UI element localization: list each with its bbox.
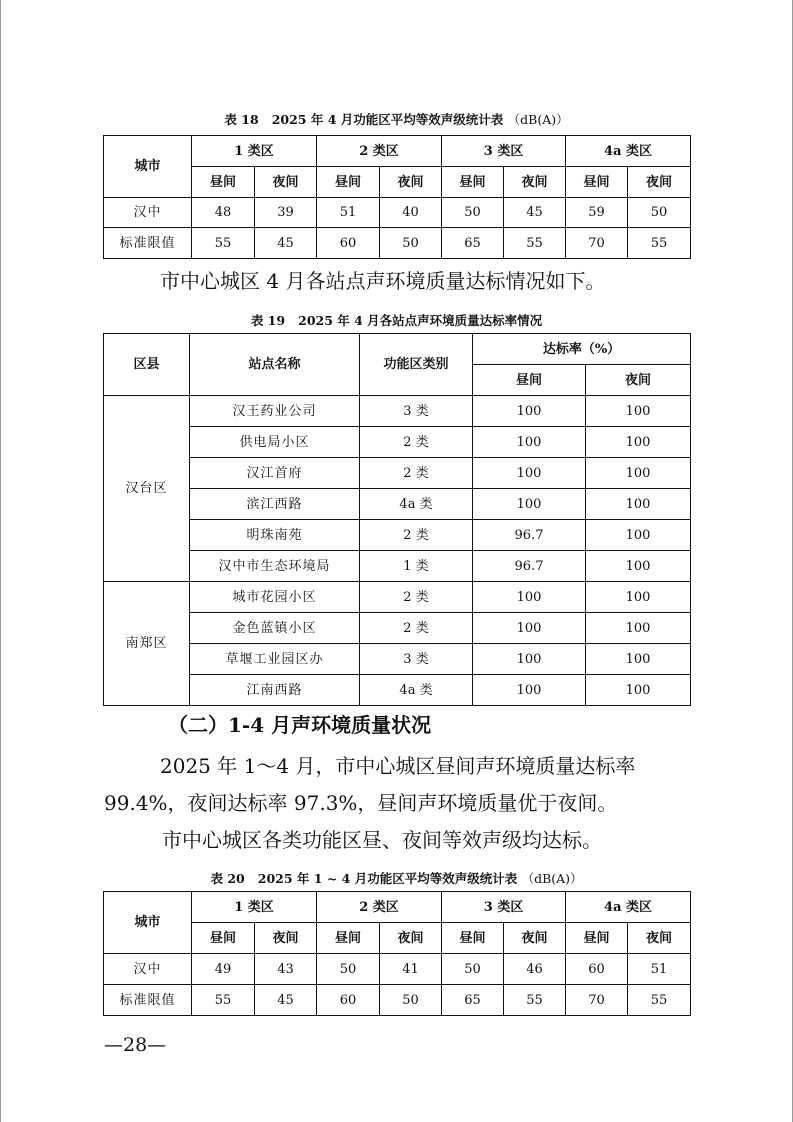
page-left-edge <box>0 0 1 1122</box>
table19-night-rate: 100 <box>586 489 691 520</box>
table18-caption-label: 表 18 <box>224 112 259 127</box>
table20-row-label: 汉中 <box>104 954 192 985</box>
table19-night-rate: 100 <box>586 613 691 644</box>
table-row <box>104 489 691 520</box>
table20-sub-night: 夜间 <box>628 923 691 954</box>
table-row <box>104 675 691 706</box>
table-cell: 49 <box>192 954 255 985</box>
table19-station: 明珠南苑 <box>190 520 360 551</box>
table19-header-station: 站点名称 <box>190 334 360 396</box>
table19-night-rate: 100 <box>586 396 691 427</box>
table19-category: 4a 类 <box>360 675 473 706</box>
table-cell: 60 <box>566 954 628 985</box>
table-cell: 60 <box>317 985 380 1016</box>
table-cell: 65 <box>442 985 504 1016</box>
table-cell: 70 <box>566 985 628 1016</box>
table19-district-hantai: 汉台区 <box>104 396 190 582</box>
table-cell: 41 <box>380 954 442 985</box>
table20-header-city: 城市 <box>104 892 192 954</box>
table19-caption-text: 2025 年 4 月各站点声环境质量达标率情况 <box>298 313 543 328</box>
table-cell: 55 <box>628 985 691 1016</box>
section-heading: （二）1-4 月声环境质量状况 <box>168 713 432 737</box>
table-cell: 65 <box>442 228 504 259</box>
table19-day-rate: 100 <box>473 613 586 644</box>
table18-sub-day: 昼间 <box>317 167 380 198</box>
table19-station: 汉江首府 <box>190 458 360 489</box>
table20-sub-night: 夜间 <box>504 923 566 954</box>
table19-station: 汉中市生态环境局 <box>190 551 360 582</box>
table19-category: 2 类 <box>360 458 473 489</box>
table20-caption-text: 2025 年 1 ~ 4 月功能区平均等效声级统计表 <box>257 871 518 886</box>
table18-sub-day: 昼间 <box>192 167 255 198</box>
table19-station: 金色蓝镇小区 <box>190 613 360 644</box>
table-row <box>104 396 691 427</box>
table19-night-rate: 100 <box>586 520 691 551</box>
table18-header-zone2: 2 类区 <box>317 136 442 167</box>
table20-header-zone3: 3 类区 <box>442 892 566 923</box>
table-cell: 46 <box>504 954 566 985</box>
table-cell: 51 <box>628 954 691 985</box>
table-cell: 50 <box>380 985 442 1016</box>
table-cell: 40 <box>380 198 442 228</box>
table19-header-category: 功能区类别 <box>360 334 473 396</box>
table20-sub-day: 昼间 <box>566 923 628 954</box>
table19-category: 3 类 <box>360 644 473 675</box>
table19-category: 2 类 <box>360 582 473 613</box>
table-cell: 50 <box>317 954 380 985</box>
table19-day-rate: 100 <box>473 675 586 706</box>
table-cell: 60 <box>317 228 380 259</box>
table20-sub-day: 昼间 <box>317 923 380 954</box>
table-cell: 55 <box>192 228 255 259</box>
table19-station: 江南西路 <box>190 675 360 706</box>
table19-day-rate: 100 <box>473 458 586 489</box>
table18-header-city: 城市 <box>104 136 192 198</box>
table19-night-rate: 100 <box>586 551 691 582</box>
paragraph-summary-line2: 99.4%，夜间达标率 97.3%，昼间声环境质量优于夜间。 <box>104 791 618 815</box>
table19-station: 城市花园小区 <box>190 582 360 613</box>
table19-day-rate: 96.7 <box>473 520 586 551</box>
table19-header-district: 区县 <box>104 334 190 396</box>
table-cell: 51 <box>317 198 380 228</box>
table19-category: 4a 类 <box>360 489 473 520</box>
table19-night-rate: 100 <box>586 582 691 613</box>
table19-header-day: 昼间 <box>473 365 586 396</box>
table19-night-rate: 100 <box>586 675 691 706</box>
table20-header-zone1: 1 类区 <box>192 892 317 923</box>
table18-sub-day: 昼间 <box>566 167 628 198</box>
table19-station: 滨江西路 <box>190 489 360 520</box>
paragraph-summary-line1: 2025 年 1～4 月，市中心城区昼间声环境质量达标率 <box>160 754 636 778</box>
table18-header-zone4a: 4a 类区 <box>566 136 691 167</box>
table19-category: 1 类 <box>360 551 473 582</box>
table-cell: 50 <box>628 198 691 228</box>
table19-caption <box>0 312 793 330</box>
table-row <box>104 582 691 613</box>
table20-sub-day: 昼间 <box>442 923 504 954</box>
table20-header-zone2: 2 类区 <box>317 892 442 923</box>
table20-sub-day: 昼间 <box>192 923 255 954</box>
table-cell: 45 <box>255 228 317 259</box>
table-cell: 39 <box>255 198 317 228</box>
table19-night-rate: 100 <box>586 427 691 458</box>
table18-header-zone1: 1 类区 <box>192 136 317 167</box>
table19-station: 汉王药业公司 <box>190 396 360 427</box>
table19-day-rate: 100 <box>473 396 586 427</box>
table18-sub-day: 昼间 <box>442 167 504 198</box>
table19 <box>103 333 691 706</box>
table18-sub-night: 夜间 <box>628 167 691 198</box>
table18-sub-night: 夜间 <box>380 167 442 198</box>
table-row <box>104 198 691 228</box>
table-cell: 50 <box>442 954 504 985</box>
table18-caption-unit: （dB(A)） <box>507 112 569 127</box>
table18-sub-night: 夜间 <box>504 167 566 198</box>
table-cell: 70 <box>566 228 628 259</box>
table19-category: 2 类 <box>360 520 473 551</box>
table18-caption-text: 2025 年 4 月功能区平均等效声级统计表 <box>271 112 504 127</box>
table-row <box>104 458 691 489</box>
table19-day-rate: 100 <box>473 427 586 458</box>
table20-row-label: 标准限值 <box>104 985 192 1016</box>
table-row <box>104 551 691 582</box>
table18-row-label: 汉中 <box>104 198 192 228</box>
table19-header-night: 夜间 <box>586 365 691 396</box>
paragraph-station-intro: 市中心城区 4 月各站点声环境质量达标情况如下。 <box>160 269 606 293</box>
table20-sub-night: 夜间 <box>380 923 442 954</box>
table-row <box>104 644 691 675</box>
table-cell: 55 <box>504 228 566 259</box>
table19-day-rate: 96.7 <box>473 551 586 582</box>
table20 <box>103 891 691 1016</box>
paragraph-compliance: 市中心城区各类功能区昼、夜间等效声级均达标。 <box>162 828 602 852</box>
table19-category: 2 类 <box>360 427 473 458</box>
table-row <box>104 954 691 985</box>
table19-header-rate: 达标率（%） <box>473 334 691 365</box>
table-row <box>104 427 691 458</box>
table20-header-zone4a: 4a 类区 <box>566 892 691 923</box>
table19-day-rate: 100 <box>473 489 586 520</box>
table-row <box>104 985 691 1016</box>
table18-caption <box>0 111 793 129</box>
table-cell: 55 <box>192 985 255 1016</box>
table20-caption <box>0 870 793 888</box>
table-cell: 50 <box>442 198 504 228</box>
table18 <box>103 135 691 259</box>
table18-header-zone3: 3 类区 <box>442 136 566 167</box>
table19-day-rate: 100 <box>473 644 586 675</box>
table-cell: 55 <box>628 228 691 259</box>
table19-category: 2 类 <box>360 613 473 644</box>
table-row <box>104 228 691 259</box>
table20-sub-night: 夜间 <box>255 923 317 954</box>
table19-station: 供电局小区 <box>190 427 360 458</box>
table19-station: 草堰工业园区办 <box>190 644 360 675</box>
table18-sub-night: 夜间 <box>255 167 317 198</box>
table20-caption-label: 表 20 <box>210 871 245 886</box>
table19-caption-label: 表 19 <box>250 313 286 328</box>
table-cell: 45 <box>504 198 566 228</box>
table19-night-rate: 100 <box>586 458 691 489</box>
page-number: —28— <box>104 1034 167 1056</box>
table18-row-label: 标准限值 <box>104 228 192 259</box>
table-cell: 55 <box>504 985 566 1016</box>
table-cell: 59 <box>566 198 628 228</box>
table19-district-nanzheng: 南郑区 <box>104 582 190 706</box>
table-cell: 43 <box>255 954 317 985</box>
table-cell: 50 <box>380 228 442 259</box>
table19-category: 3 类 <box>360 396 473 427</box>
table-cell: 45 <box>255 985 317 1016</box>
table-row <box>104 520 691 551</box>
table19-day-rate: 100 <box>473 582 586 613</box>
table-cell: 48 <box>192 198 255 228</box>
table19-night-rate: 100 <box>586 644 691 675</box>
table-row <box>104 613 691 644</box>
table20-caption-unit: （dB(A)） <box>521 871 583 886</box>
